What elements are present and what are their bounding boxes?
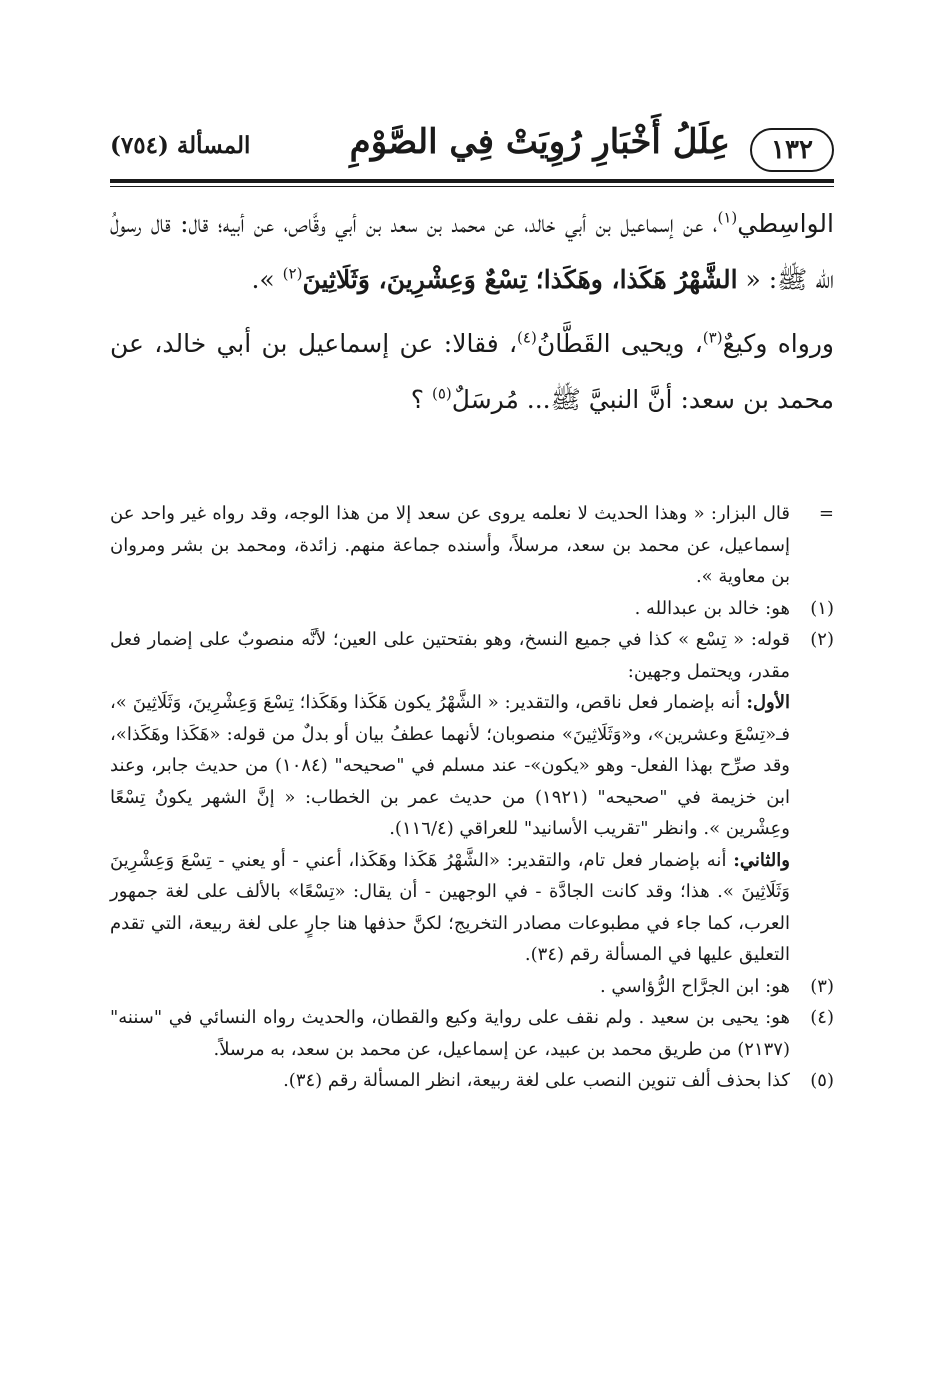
text-run: ؟ bbox=[410, 385, 432, 414]
main-text bbox=[110, 196, 834, 428]
footnote-marker: (٣) bbox=[810, 975, 834, 997]
text-run: ، ويحيى القَطَّانُ bbox=[536, 329, 703, 358]
issue-label: المسألة (٧٥٤) bbox=[110, 132, 251, 159]
footnote-3 bbox=[110, 971, 834, 1003]
footnote-lead: الأول: bbox=[746, 692, 790, 713]
footnote-paragraph bbox=[110, 687, 790, 845]
header-rule-thin bbox=[110, 186, 834, 187]
footnote-lead: والثاني: bbox=[733, 849, 790, 871]
text-run: ، فقالا: عن إسماعيل بن أبي خالد، عن محمد بن سعد: أنَّ النبيَّ ﷺ... مُرسَلٌ bbox=[110, 329, 834, 414]
footnote-marker: = bbox=[818, 503, 834, 524]
footnote-text: قوله: « تِسْع » كذا في جميع النسخ، وهو بفتحتين على العين؛ لأنَّه منصوبٌ على إضمار فعل مقدر، ويحتمل وجهين: bbox=[110, 629, 790, 682]
text-run: ، عن إسماعيل بن أبي خالد، عن محمد بن سعد بن أبي وقَّاص، عن أبيه؛ قال: قال رسولُ الله ﷺ: « bbox=[110, 209, 834, 294]
footnote-marker: (٤) bbox=[810, 1007, 834, 1028]
footnote-text: هو: خالد بن عبدالله . bbox=[634, 597, 790, 619]
footnote-ref: (٥) bbox=[431, 384, 452, 403]
footnote-ref: (٣) bbox=[702, 328, 723, 347]
text-run: ». bbox=[251, 265, 283, 294]
footnote-text: هو: يحيى بن سعيد . ولم نقف على رواية وكيع والقطان، والحديث رواه النسائي في "سننه" (٢١٣٧) من طريق محمد بن عبيد، عن إسماعيل، عن محمد بن سعد، به مرسلاً. bbox=[110, 1007, 790, 1060]
text-run: أنه بإضمار فعل تام، والتقدير: «الشَّهْرُ هَكَذا وهَكَذا، أعني - أو يعني - تِسْعَ وَعِشْرِينَ وَثَلَاثِينَ ». هذا؛ وقد كانت الجادَّة - في الوجهين - أن يقال: «تِسْعًا» بالألف على لغة جمهور العرب، كما جاء في مطبوعات مصادر التخريج؛ لكنَّ حذفها هنا جارٍ على لغة ربيعة، التي تقدم التعليق عليها في المسألة رقم (٣٤). bbox=[110, 849, 790, 965]
footnote-ref: (٢) bbox=[282, 264, 303, 283]
footnotes bbox=[110, 498, 834, 1097]
footnote-1 bbox=[110, 593, 834, 625]
header-rule-thick bbox=[110, 179, 834, 183]
footnote-text: كذا بحذف ألف تنوين النصب على لغة ربيعة، انظر المسألة رقم (٣٤). bbox=[283, 1070, 790, 1091]
footnote-marker: (٥) bbox=[810, 1070, 834, 1091]
footnote-paragraph bbox=[110, 845, 790, 971]
footnote-text: هو: ابن الجرَّاح الرُّؤاسي . bbox=[599, 975, 790, 997]
footnote-marker: (١) bbox=[810, 597, 834, 619]
footnote-continuation bbox=[110, 498, 834, 593]
page-number: ١٣٢ bbox=[750, 128, 834, 172]
text-run: ورواه وكيعٌ bbox=[722, 329, 834, 358]
book-title: عِلَلُ أَخْبَارِ رُوِيَتْ فِي الصَّوْمِ bbox=[349, 122, 730, 162]
footnote-2 bbox=[110, 624, 834, 971]
hadith-text: الشَّهْرُ هَكَذا، وهَكَذا؛ تِسْعٌ وَعِشْرِينَ، وَثَلَاثِينَ bbox=[302, 265, 738, 294]
footnote-ref: (٤) bbox=[517, 328, 537, 347]
text-run: أنه بإضمار فعل ناقص، والتقدير: « الشَّهْرُ يكون هَكَذا وهَكَذا؛ تِسْعَ وَعِشْرِينَ، وَثَلَاثِينَ »، فـ«تِسْعَ وعشرين»، و«وَثَلَاثِينَ» منصوبان؛ لأنهما عطفُ بيان أو بدلٌ من قوله: «هَكَذا وهَكَذا»، وقد صرِّح بهذا الفعل- وهو «يكون»- عند مسلم في "صحيحه" (١٠٨٤) من حديث جابر، وعند ابن خزيمة في "صحيحه" (١٩٢١) من حديث عمر بن الخطاب: « إنَّ الشهر يكونُ تِسْعًا وعِشْرين ». وانظر "تقريب الأسانيد" للعراقي (١١٦/٤). bbox=[110, 692, 791, 839]
footnote-4 bbox=[110, 1002, 834, 1065]
main-paragraph bbox=[110, 316, 834, 428]
text-run: الواسِطي bbox=[737, 209, 834, 238]
footnote-5 bbox=[110, 1065, 834, 1097]
footnote-body bbox=[110, 624, 790, 971]
footnote-marker: (٢) bbox=[810, 629, 834, 650]
footnote-ref: (١) bbox=[717, 208, 738, 227]
running-header bbox=[110, 118, 834, 180]
footnote-text: قال البزار: « وهذا الحديث لا نعلمه يروى عن سعد إلا من هذا الوجه، وقد رواه غير واحد عن إسماعيل، عن محمد بن سعد، مرسلاً، وأسنده جماعة منهم. زائدة، ومحمد بن بشر ومروان بن معاوية ». bbox=[110, 503, 790, 587]
main-paragraph bbox=[110, 196, 834, 308]
